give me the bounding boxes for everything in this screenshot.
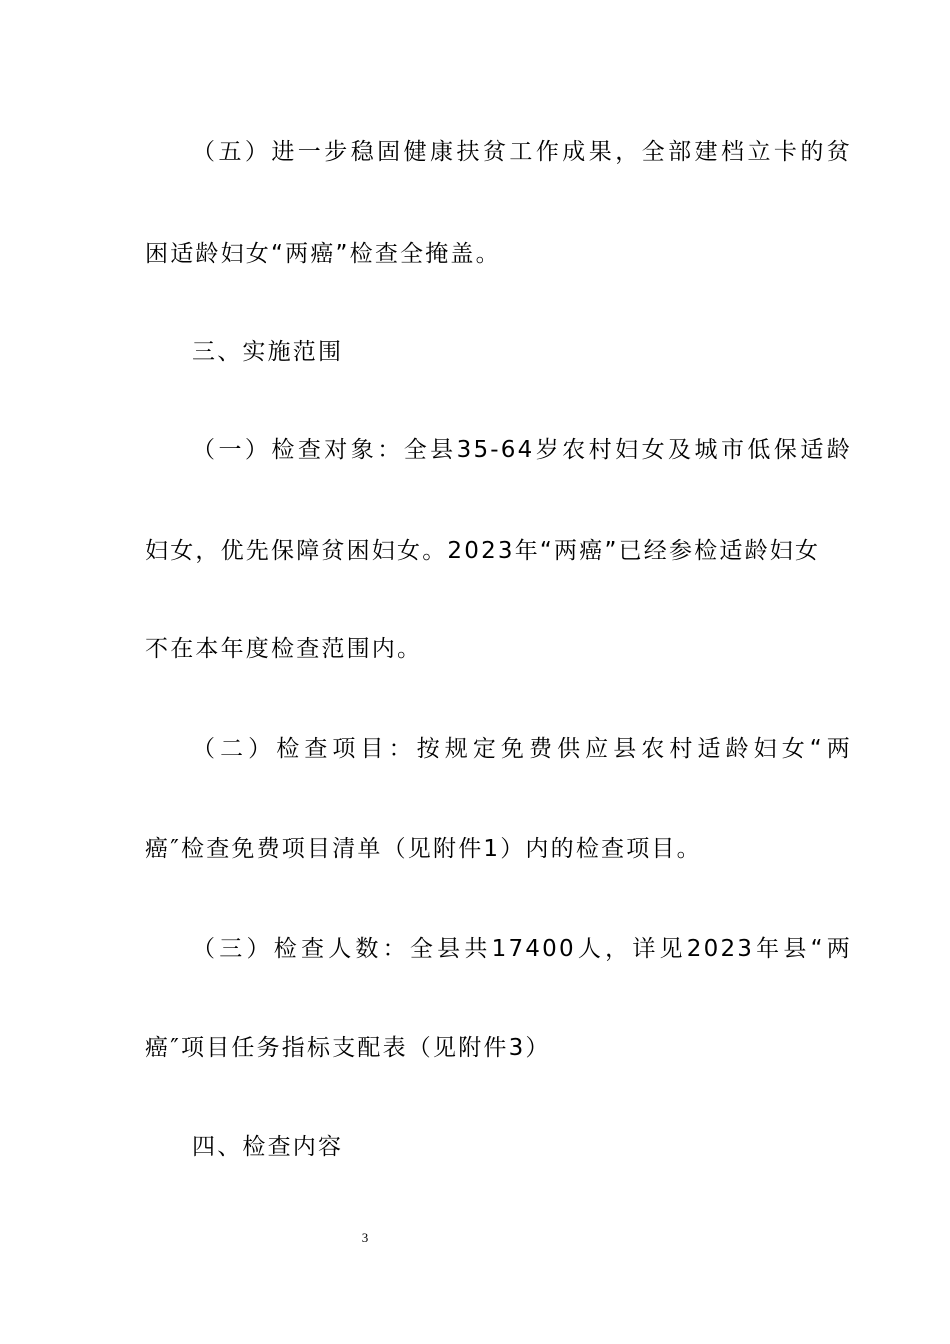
- paragraph-2-line-2: 癌″检查免费项目清单（见附件1）内的检查项目。: [145, 836, 702, 862]
- paragraph-1-line-2: 妇女，优先保障贫困妇女。2023年“两癌”已经参检适龄妇女: [145, 538, 821, 564]
- paragraph-3-line-2: 癌″项目任务指标支配表（见附件3）: [145, 1035, 551, 1061]
- paragraph-3-line-1: （三）检查人数：全县共17400人，详见2023年县“两: [192, 936, 852, 962]
- page-number: 3: [361, 1230, 369, 1245]
- section-heading-content: 四、检查内容: [192, 1134, 344, 1160]
- section-heading-scope: 三、实施范围: [192, 339, 344, 365]
- paragraph-5-line-1: （五）进一步稳固健康扶贫工作成果，全部建档立卡的贫: [192, 139, 852, 165]
- paragraph-2-line-1: （二）检查项目：按规定免费供应县农村适龄妇女“两: [192, 736, 852, 762]
- paragraph-1-line-1: （一）检查对象：全县35-64岁农村妇女及城市低保适龄: [192, 437, 852, 463]
- paragraph-1-line-3: 不在本年度检查范围内。: [145, 636, 423, 662]
- paragraph-5-line-2: 困适龄妇女“两癌”检查全掩盖。: [145, 241, 501, 267]
